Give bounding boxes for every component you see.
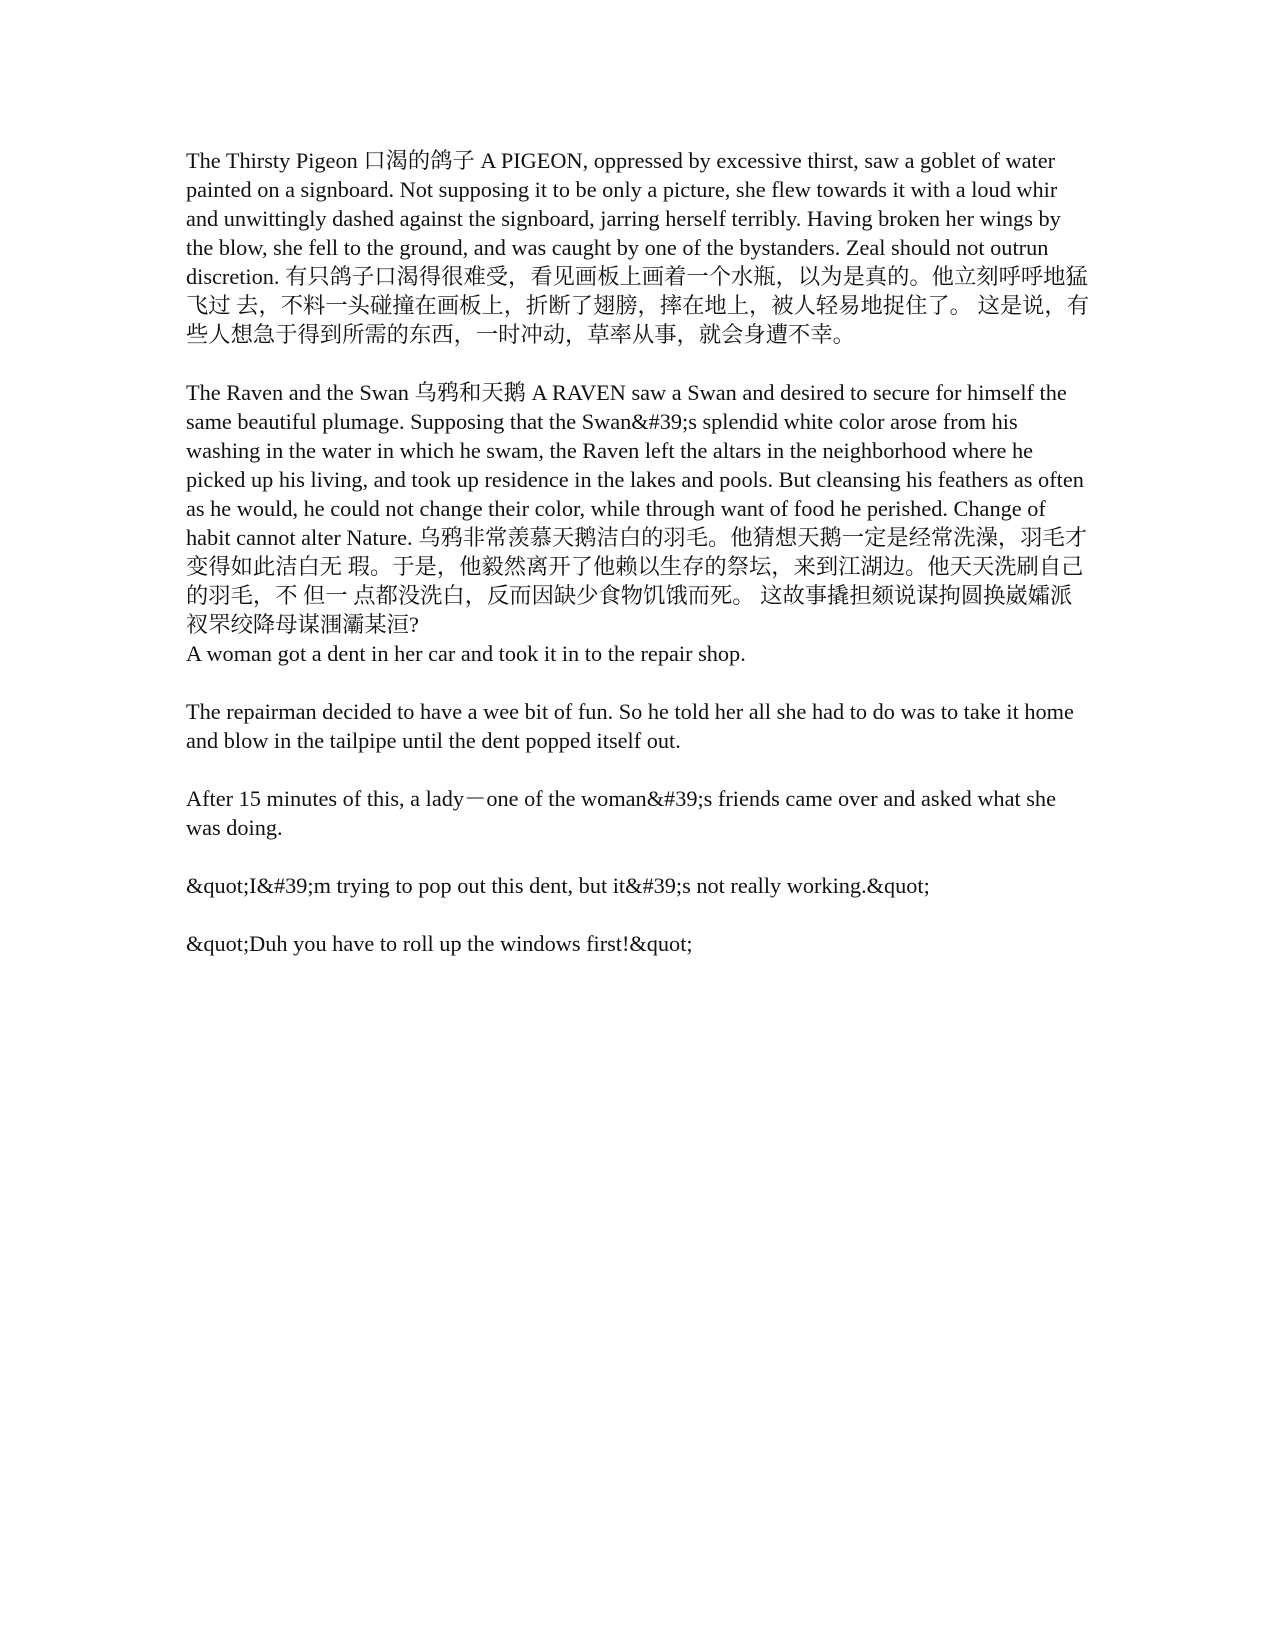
document-page	[186, 146, 1091, 958]
paragraph-gap	[186, 668, 1091, 697]
paragraph-gap	[186, 755, 1091, 784]
joke-line-quote-2: &quot;Duh you have to roll up the windows first!&quot;	[186, 931, 693, 956]
story-thirsty-pigeon: The Thirsty Pigeon 口渴的鸽子 A PIGEON, oppressed by excessive thirst, saw a goblet of water painted on a signboard. Not supposing it to be only a picture, she flew towards it with a loud whir and unwittingly dashed against the signboard, jarring herself terribly. Having broken her wings by the blow, she fell to the ground, and was caught by one of the bystanders. Zeal should not outrun discretion. 有只鸽子口渴得很难受，看见画板上画着一个水瓶，以为是真的。他立刻呼呼地猛飞过 去，不料一头碰撞在画板上，折断了翅膀，摔在地上，被人轻易地捉住了。 这是说，有些人想急于得到所需的东西，一时冲动，草率从事，就会身遭不幸。	[186, 148, 1090, 347]
joke-line-dent: A woman got a dent in her car and took it in to the repair shop.	[186, 641, 746, 666]
paragraph-gap	[186, 842, 1091, 871]
story-raven-and-swan: The Raven and the Swan 乌鸦和天鹅 A RAVEN saw a Swan and desired to secure for himself the same beautiful plumage. Supposing that the Swan&#39;s splendid white color arose from his washing in the water in which he swam, the Raven left the altars in the neighborhood where he picked up his living, and took up residence in the lakes and pools. But cleansing his feathers as often as he would, he could not change their color, while through want of food he perished. Change of habit cannot alter Nature. 乌鸦非常羡慕天鹅洁白的羽毛。他猜想天鹅一定是经常洗澡，羽毛才变得如此洁白无 瑕。于是，他毅然离开了他赖以生存的祭坛，来到江湖边。他天天洗刷自己的羽毛，不 但一 点都没洗白，反而因缺少食物饥饿而死。 这故事撬担颏说谋拘圆换崴孀派衩罘绞降母谋涠灞某洹?	[186, 380, 1088, 637]
joke-line-quote-1: &quot;I&#39;m trying to pop out this dent, but it&#39;s not really working.&quot;	[186, 873, 930, 898]
joke-line-repairman: The repairman decided to have a wee bit of fun. So he told her all she had to do was to take it home and blow in the tailpipe until the dent popped itself out.	[186, 699, 1074, 753]
joke-line-friend: After 15 minutes of this, a lady－one of the woman&#39;s friends came over and asked what she was doing.	[186, 786, 1056, 840]
paragraph-gap	[186, 900, 1091, 929]
paragraph-gap	[186, 349, 1091, 378]
